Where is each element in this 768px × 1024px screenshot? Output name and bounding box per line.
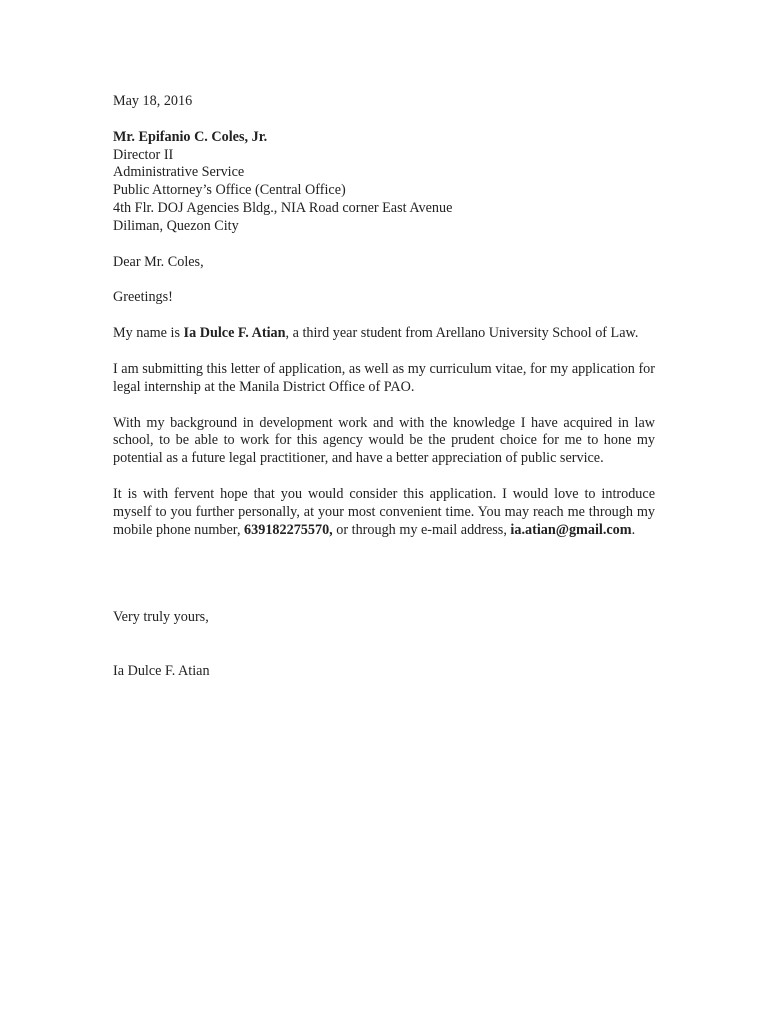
- recipient-city: Diliman, Quezon City: [113, 217, 239, 234]
- recipient-name: Mr. Epifanio C. Coles, Jr.: [113, 128, 268, 145]
- signature-name: Ia Dulce F. Atian: [113, 663, 210, 680]
- paragraph-application: I am submitting this letter of application, as well as my curriculum vitae, for my application for legal internship at the Manila District Office of PAO.: [113, 360, 655, 395]
- phone-number: 639182275570,: [244, 521, 333, 538]
- email-address: ia.atian@gmail.com: [510, 521, 632, 538]
- recipient-department: Administrative Service: [113, 164, 245, 181]
- intro-text-before: My name is: [113, 325, 184, 342]
- contact-text-2: or through my e-mail address,: [332, 521, 511, 538]
- paragraph-contact: [113, 486, 655, 539]
- closing: Very truly yours,: [113, 609, 209, 626]
- applicant-name: Ia Dulce F. Atian: [183, 325, 286, 342]
- recipient-title: Director II: [113, 146, 174, 163]
- salutation: Dear Mr. Coles,: [113, 253, 204, 270]
- letter-date: May 18, 2016: [113, 93, 193, 109]
- contact-text-1: It is with fervent hope that you would consider this application. I would love to introduce myself to you further personally, at your most convenient time. You may reach me through my mobile phone number,: [113, 485, 655, 538]
- recipient-office: Public Attorney’s Office (Central Office): [113, 182, 346, 199]
- recipient-address-block: [113, 129, 655, 236]
- paragraph-introduction: [113, 325, 655, 343]
- intro-text-after: , a third year student from Arellano University School of Law.: [285, 325, 639, 342]
- recipient-street: 4th Flr. DOJ Agencies Bldg., NIA Road corner East Avenue: [113, 199, 453, 216]
- contact-text-3: .: [631, 521, 636, 538]
- paragraph-background: With my background in development work and with the knowledge I have acquired in law school, to be able to work for this agency would be the prudent choice for me to hone my potential as a future legal practitioner, and have a better appreciation of public service.: [113, 414, 655, 467]
- greeting: Greetings!: [113, 289, 173, 306]
- application-letter: [113, 93, 655, 681]
